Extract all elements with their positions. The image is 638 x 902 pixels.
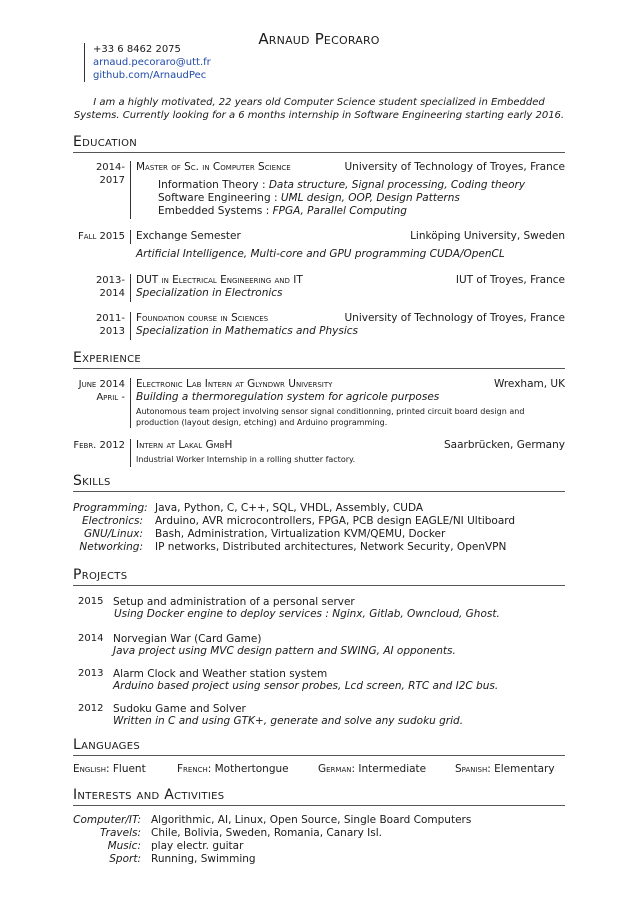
degree: DUT in Electrical Engineering and IT bbox=[136, 274, 303, 286]
divider bbox=[130, 161, 131, 219]
entry-date: 2011-2013 bbox=[95, 313, 125, 337]
detail-line: Software Engineering : UML design, OOP, Design Patterns bbox=[158, 192, 460, 204]
projects-heading: Projects bbox=[73, 567, 565, 586]
experience-entry bbox=[73, 439, 565, 467]
project-description: Using Docker engine to deploy services : Nginx, Gitlab, Owncloud, Ghost. bbox=[114, 608, 500, 620]
project-name: Setup and administration of a personal server bbox=[113, 596, 355, 608]
language-item: English: Fluent bbox=[73, 763, 146, 775]
entry-date: Fall 2015 bbox=[78, 231, 125, 242]
job-description: Autonomous team project involving sensor signal conditionning, printed circuit board design and production (layout design, etching) and Arduino programming. bbox=[136, 407, 525, 427]
school: Linköping University, Sweden bbox=[410, 230, 565, 242]
project-year: 2015 bbox=[78, 596, 104, 607]
skills-heading: Skills bbox=[73, 473, 565, 492]
entry-subtitle: Specialization in Electronics bbox=[136, 287, 283, 299]
school: University of Technology of Troyes, France bbox=[344, 161, 565, 173]
experience-entry bbox=[73, 378, 565, 428]
project-description: Written in C and using GTK+, generate and solve any sudoku grid. bbox=[113, 715, 464, 727]
job-description: Industrial Worker Internship in a rolling shutter factory. bbox=[136, 455, 356, 464]
list-item: GNU/Linux: Bash, Administration, Virtualization KVM/QEMU, Docker bbox=[83, 528, 446, 540]
education-entry bbox=[73, 161, 565, 219]
divider bbox=[130, 230, 131, 244]
degree: Exchange Semester bbox=[136, 230, 241, 242]
project-item bbox=[113, 633, 563, 657]
project-description: Java project using MVC design pattern and SWING, AI opponents. bbox=[113, 645, 456, 657]
entry-date: June 2014 April - bbox=[78, 379, 125, 403]
interests-heading: Interests and Activities bbox=[73, 787, 565, 806]
job-role: Electronic Lab Intern at Glyndwr University bbox=[136, 378, 333, 390]
detail-line: Embedded Systems : FPGA, Parallel Computing bbox=[158, 205, 407, 217]
project-year: 2014 bbox=[78, 633, 104, 644]
email-link[interactable]: arnaud.pecoraro@utt.fr bbox=[93, 57, 211, 68]
divider bbox=[130, 274, 131, 302]
list-item: Electronics: Arduino, AVR microcontrollers, FPGA, PCB design EAGLE/NI Ultiboard bbox=[82, 515, 516, 527]
education-heading: Education bbox=[73, 134, 565, 153]
contact-block bbox=[84, 43, 211, 82]
project-item bbox=[113, 703, 563, 727]
project-name: Norvegian War (Card Game) bbox=[113, 633, 262, 645]
entry-subtitle: Artificial Intelligence, Multi-core and GPU programming CUDA/OpenCL bbox=[136, 248, 505, 260]
languages-heading: Languages bbox=[73, 737, 565, 756]
list-item: Computer/IT: Algorithmic, AI, Linux, Open Source, Single Board Computers bbox=[73, 814, 472, 826]
education-entry bbox=[73, 230, 565, 264]
project-item bbox=[113, 596, 563, 620]
language-item: French: Mothertongue bbox=[177, 763, 289, 775]
candidate-name: Arnaud Pecoraro bbox=[258, 30, 380, 48]
experience-heading: Experience bbox=[73, 350, 565, 369]
entry-date: Febr. 2012 bbox=[73, 440, 125, 451]
list-item: Travels: Chile, Bolivia, Sweden, Romania, Canary Isl. bbox=[100, 827, 382, 839]
project-description: Arduino based project using sensor probes, Lcd screen, RTC and I2C bus. bbox=[113, 680, 499, 692]
language-item: Spanish: Elementary bbox=[455, 763, 555, 775]
job-role: Intern at Lakal GmbH bbox=[136, 439, 233, 451]
list-item: Sport: Running, Swimming bbox=[109, 853, 256, 865]
divider bbox=[130, 378, 131, 428]
skills-list bbox=[73, 502, 565, 554]
phone-number: +33 6 8462 2075 bbox=[93, 44, 181, 55]
degree: Foundation course in Sciences bbox=[136, 312, 269, 324]
list-item: Music: play electr. guitar bbox=[107, 840, 244, 852]
degree: Master of Sc. in Computer Science bbox=[136, 161, 291, 173]
course-details bbox=[136, 179, 565, 218]
detail-line: Information Theory : Data structure, Signal processing, Coding theory bbox=[158, 179, 526, 191]
list-item: Networking: IP networks, Distributed architectures, Network Security, OpenVPN bbox=[79, 541, 507, 553]
divider bbox=[130, 439, 131, 467]
job-subtitle: Building a thermoregulation system for agricole purposes bbox=[136, 391, 440, 403]
project-year: 2013 bbox=[78, 668, 104, 679]
job-location: Saarbrücken, Germany bbox=[443, 439, 565, 451]
project-name: Sudoku Game and Solver bbox=[113, 703, 246, 715]
github-link[interactable]: github.com/ArnaudPec bbox=[93, 70, 207, 81]
project-name: Alarm Clock and Weather station system bbox=[113, 668, 328, 680]
intro-statement: I am a highly motivated, 22 years old Computer Science student specialized in Embedded Systems. Currently looking for a 6 months internship in Software Engineering starting early 2016. bbox=[73, 97, 565, 121]
education-entry bbox=[73, 274, 565, 302]
education-entry bbox=[73, 312, 565, 340]
language-item: German: Intermediate bbox=[318, 763, 427, 775]
divider bbox=[130, 312, 131, 340]
entry-date: 2014-2017 bbox=[95, 162, 125, 186]
entry-date: 2013-2014 bbox=[95, 275, 125, 299]
list-item: Programming: Java, Python, C, C++, SQL, VHDL, Assembly, CUDA bbox=[73, 502, 424, 514]
project-year: 2012 bbox=[78, 703, 104, 714]
school: University of Technology of Troyes, France bbox=[344, 312, 565, 324]
interests-list bbox=[73, 814, 565, 866]
job-location: Wrexham, UK bbox=[493, 378, 565, 390]
entry-subtitle: Specialization in Mathematics and Physics bbox=[136, 325, 358, 337]
project-item bbox=[113, 668, 563, 692]
school: IUT of Troyes, France bbox=[455, 274, 565, 286]
